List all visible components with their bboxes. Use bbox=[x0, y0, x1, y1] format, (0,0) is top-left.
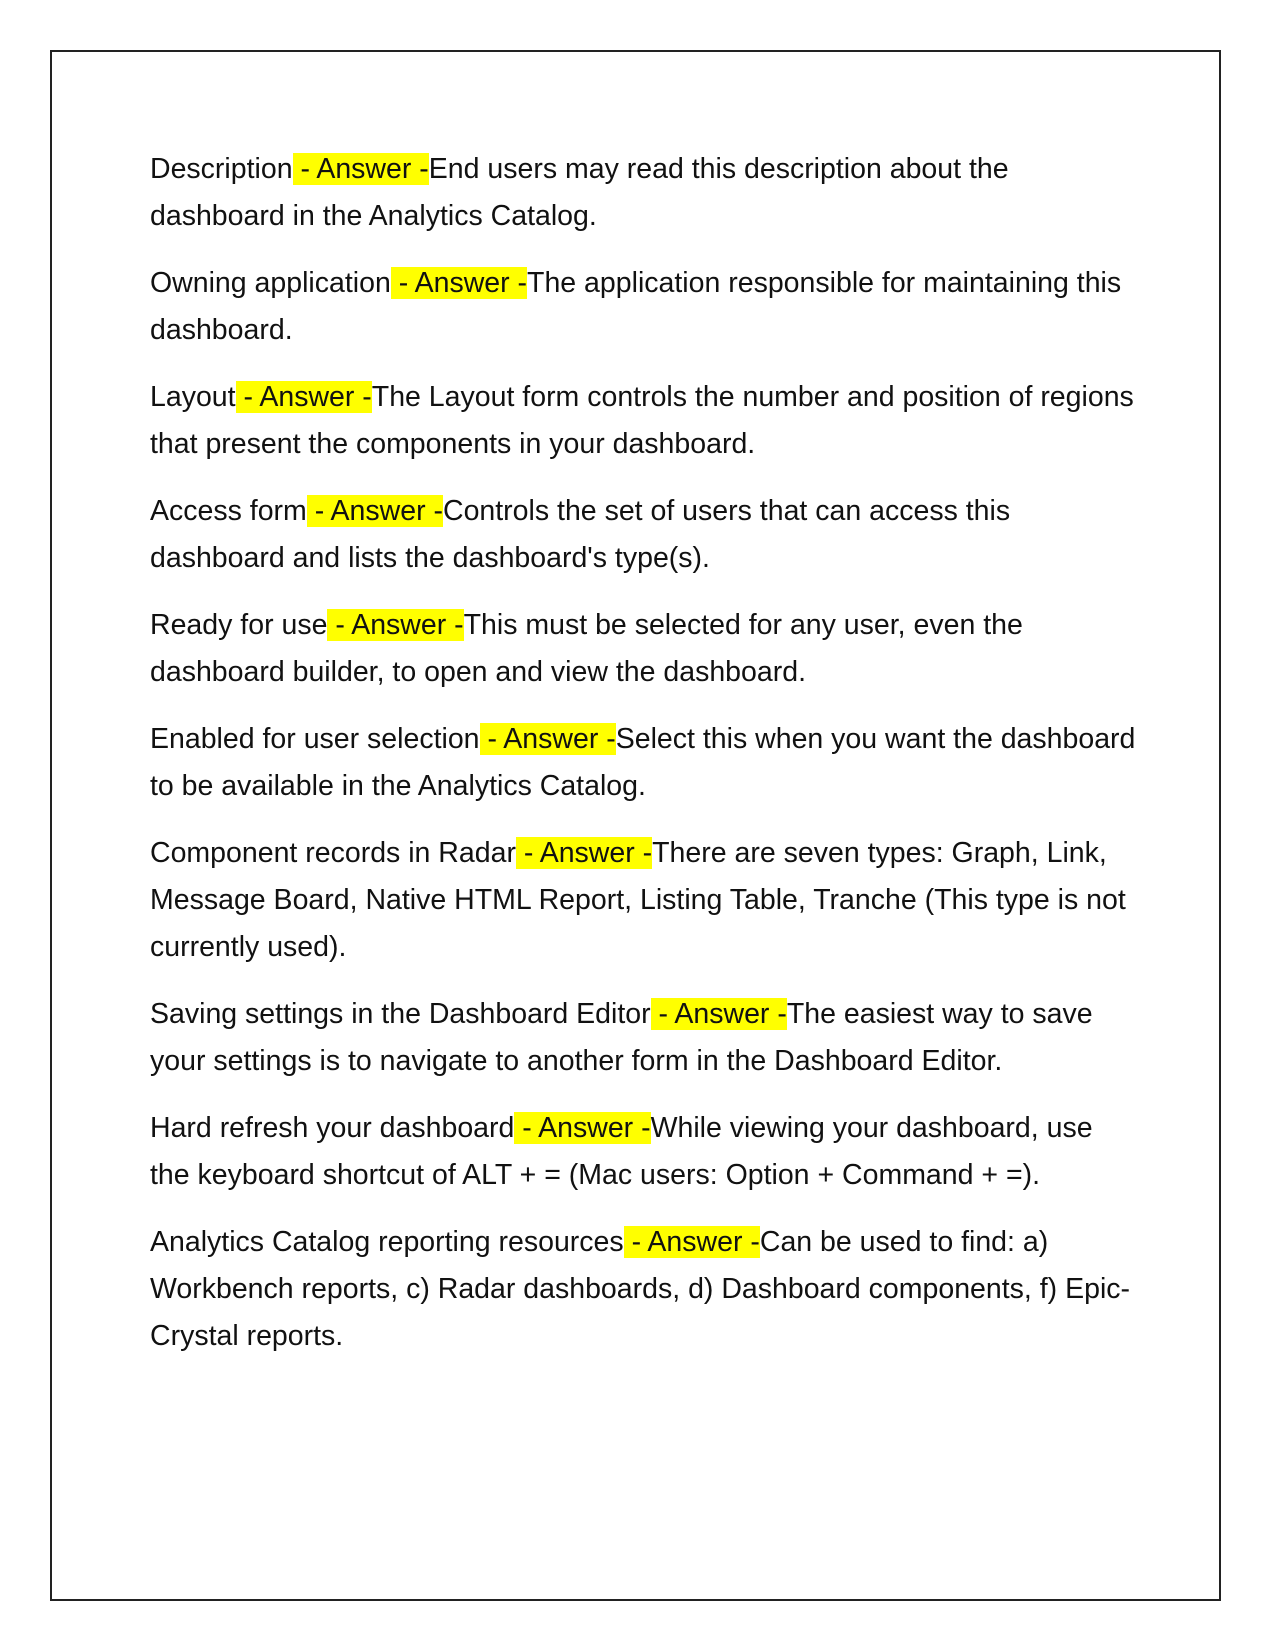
qa-term: Analytics Catalog reporting resources bbox=[150, 1226, 624, 1258]
qa-item-owning-application bbox=[150, 260, 1140, 354]
answer-highlight: - Answer - bbox=[327, 609, 464, 641]
qa-item-component-records bbox=[150, 830, 1140, 971]
answer-highlight: - Answer - bbox=[306, 495, 443, 527]
qa-answer: There are seven types: Graph, Link, Message Board, Native HTML Report, Listing Table, Tranche (This type is not currently used). bbox=[150, 837, 1126, 963]
qa-term: Owning application bbox=[150, 267, 391, 299]
answer-highlight: - Answer - bbox=[390, 267, 528, 299]
document-body bbox=[150, 146, 1140, 1380]
qa-item-access-form bbox=[150, 488, 1140, 582]
qa-term: Saving settings in the Dashboard Editor bbox=[150, 998, 651, 1030]
answer-highlight: - Answer - bbox=[623, 1226, 760, 1258]
qa-answer: This must be selected for any user, even the dashboard builder, to open and view the dashboard. bbox=[150, 609, 1023, 688]
qa-term: Description bbox=[150, 153, 293, 185]
qa-item-ready-for-use bbox=[150, 602, 1140, 696]
qa-term: Ready for use bbox=[150, 609, 328, 641]
qa-term: Layout bbox=[150, 381, 236, 413]
qa-answer: End users may read this description about the dashboard in the Analytics Catalog. bbox=[150, 153, 1009, 232]
qa-term: Enabled for user selection bbox=[150, 723, 480, 755]
answer-highlight: - Answer - bbox=[514, 1112, 651, 1144]
answer-highlight: - Answer - bbox=[479, 723, 616, 755]
qa-item-hard-refresh bbox=[150, 1105, 1140, 1199]
qa-answer: Can be used to find: a) Workbench reports, c) Radar dashboards, d) Dashboard components, f) Epic-Crystal reports. bbox=[150, 1226, 1131, 1352]
qa-item-enabled-for-user-selection bbox=[150, 716, 1140, 810]
qa-item-saving-settings bbox=[150, 991, 1140, 1085]
qa-term: Access form bbox=[150, 495, 307, 527]
qa-item-analytics-catalog-resources bbox=[150, 1219, 1140, 1360]
qa-item-layout bbox=[150, 374, 1140, 468]
qa-answer: Controls the set of users that can access this dashboard and lists the dashboard's type(s). bbox=[150, 495, 1011, 574]
qa-answer: While viewing your dashboard, use the keyboard shortcut of ALT + = (Mac users: Option + Command + =). bbox=[150, 1112, 1093, 1191]
qa-answer: Select this when you want the dashboard to be available in the Analytics Catalog. bbox=[150, 723, 1136, 802]
answer-highlight: - Answer - bbox=[235, 381, 372, 413]
answer-highlight: - Answer - bbox=[292, 153, 429, 185]
qa-answer: The Layout form controls the number and position of regions that present the components in your dashboard. bbox=[150, 381, 1134, 460]
qa-item-description bbox=[150, 146, 1140, 240]
qa-term: Hard refresh your dashboard bbox=[150, 1112, 515, 1144]
qa-term: Component records in Radar bbox=[150, 837, 516, 869]
answer-highlight: - Answer - bbox=[515, 837, 653, 869]
answer-highlight: - Answer - bbox=[650, 998, 787, 1030]
qa-answer: The easiest way to save your settings is to navigate to another form in the Dashboard Editor. bbox=[150, 998, 1093, 1077]
qa-answer: The application responsible for maintaining this dashboard. bbox=[150, 267, 1122, 346]
